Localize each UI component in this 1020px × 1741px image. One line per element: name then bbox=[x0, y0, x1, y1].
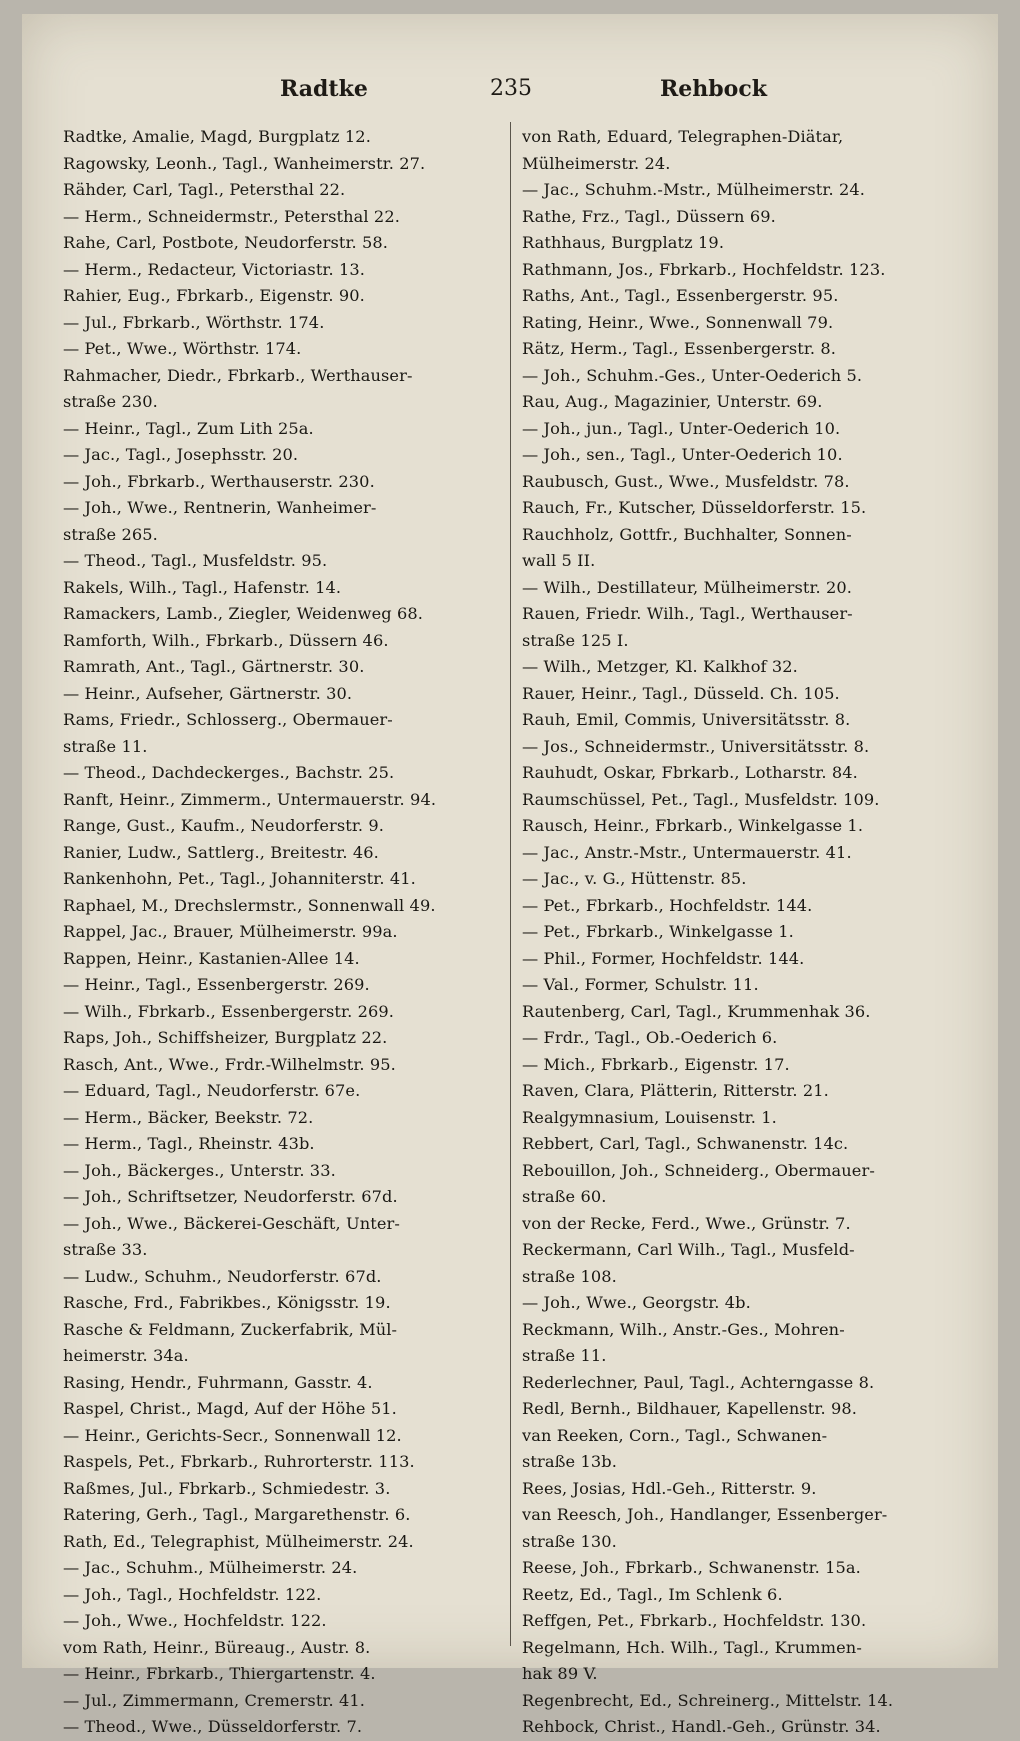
directory-entry: — Val., Former, Schulstr. 11. bbox=[522, 975, 759, 994]
directory-entry: — Jac., v. G., Hüttenstr. 85. bbox=[522, 869, 747, 888]
right-column bbox=[522, 124, 952, 1741]
directory-entry: — Jac., Tagl., Josephsstr. 20. bbox=[63, 445, 299, 464]
column-divider bbox=[510, 122, 511, 1646]
directory-entry: — Theod., Wwe., Düsseldorferstr. 7. bbox=[63, 1717, 363, 1736]
directory-entry: Ramackers, Lamb., Ziegler, Weidenweg 68. bbox=[63, 604, 424, 623]
directory-entry: Raßmes, Jul., Fbrkarb., Schmiedestr. 3. bbox=[63, 1478, 391, 1498]
directory-entry: Reffgen, Pet., Fbrkarb., Hochfeldstr. 130. bbox=[522, 1611, 867, 1630]
directory-entry: Rehbock, Christ., Handl.-Geh., Grünstr. 34. bbox=[522, 1717, 881, 1736]
directory-entry: Ragowsky, Leonh., Tagl., Wanheimerstr. 27. bbox=[63, 153, 426, 173]
directory-entry: straße 11. bbox=[522, 1346, 607, 1365]
directory-entry: Rathe, Frz., Tagl., Düssern 69. bbox=[522, 206, 776, 226]
directory-entry: — Heinr., Fbrkarb., Thiergartenstr. 4. bbox=[63, 1664, 376, 1683]
directory-entry: Rathhaus, Burgplatz 19. bbox=[522, 233, 725, 252]
directory-entry: — Joh., Wwe., Rentnerin, Wanheimer- bbox=[63, 498, 377, 517]
directory-entry: Radtke, Amalie, Magd, Burgplatz 12. bbox=[63, 127, 371, 146]
directory-entry: Rauchholz, Gottfr., Buchhalter, Sonnen- bbox=[522, 524, 852, 544]
directory-entry: — Herm., Schneidermstr., Petersthal 22. bbox=[63, 206, 400, 226]
directory-entry: — Heinr., Tagl., Essenbergerstr. 269. bbox=[63, 975, 370, 994]
running-head-left: Radtke bbox=[280, 76, 368, 102]
directory-entry: — Joh., Fbrkarb., Werthauserstr. 230. bbox=[63, 471, 375, 491]
directory-entry: — Pet., Wwe., Wörthstr. 174. bbox=[63, 339, 302, 358]
directory-entry: Ramforth, Wilh., Fbrkarb., Düssern 46. bbox=[63, 630, 389, 650]
directory-entry: Redl, Bernh., Bildhauer, Kapellenstr. 98. bbox=[522, 1399, 857, 1418]
directory-entry: Rau, Aug., Magazinier, Unterstr. 69. bbox=[522, 392, 823, 411]
directory-entry: Reckmann, Wilh., Anstr.-Ges., Mohren- bbox=[522, 1319, 845, 1339]
directory-entry: Rauch, Fr., Kutscher, Düsseldorferstr. 15. bbox=[522, 498, 867, 517]
directory-entry: Realgymnasium, Louisenstr. 1. bbox=[522, 1107, 777, 1127]
directory-entry: straße 33. bbox=[63, 1240, 148, 1259]
directory-entry: Reckermann, Carl Wilh., Tagl., Musfeld- bbox=[522, 1240, 855, 1259]
directory-entry: Rappel, Jac., Brauer, Mülheimerstr. 99a. bbox=[63, 922, 398, 941]
directory-entry: — Wilh., Fbrkarb., Essenbergerstr. 269. bbox=[63, 1001, 395, 1021]
directory-entry: Raumschüssel, Pet., Tagl., Musfeldstr. 109. bbox=[522, 789, 880, 809]
directory-entry: Raspel, Christ., Magd, Auf der Höhe 51. bbox=[63, 1399, 397, 1418]
directory-entry: Rätz, Herm., Tagl., Essenbergerstr. 8. bbox=[522, 339, 837, 358]
directory-entry: — Herm., Bäcker, Beekstr. 72. bbox=[63, 1107, 314, 1127]
directory-entry: — Joh., sen., Tagl., Unter-Oederich 10. bbox=[522, 445, 843, 464]
directory-entry: Reese, Joh., Fbrkarb., Schwanenstr. 15a. bbox=[522, 1558, 861, 1577]
directory-entry: Rasch, Ant., Wwe., Frdr.-Wilhelmstr. 95. bbox=[63, 1054, 396, 1074]
directory-entry: — Heinr., Aufseher, Gärtnerstr. 30. bbox=[63, 683, 353, 703]
directory-entry: Rahier, Eug., Fbrkarb., Eigenstr. 90. bbox=[63, 286, 365, 305]
directory-entry: — Eduard, Tagl., Neudorferstr. 67e. bbox=[63, 1081, 361, 1100]
directory-entry: Rathmann, Jos., Fbrkarb., Hochfeldstr. 123. bbox=[522, 259, 886, 279]
directory-entry: Rahmacher, Diedr., Fbrkarb., Werthauser- bbox=[63, 365, 413, 385]
directory-entry: — Jul., Zimmermann, Cremerstr. 41. bbox=[63, 1690, 366, 1710]
directory-entry: — Joh., Tagl., Hochfeldstr. 122. bbox=[63, 1584, 322, 1604]
directory-entry: Range, Gust., Kaufm., Neudorferstr. 9. bbox=[63, 816, 385, 835]
directory-entry: Raths, Ant., Tagl., Essenbergerstr. 95. bbox=[522, 286, 839, 305]
directory-entry: — Joh., Schriftsetzer, Neudorferstr. 67d. bbox=[63, 1187, 398, 1206]
directory-entry: Ranft, Heinr., Zimmerm., Untermauerstr. 94. bbox=[63, 789, 437, 809]
directory-entry: straße 230. bbox=[63, 392, 158, 411]
directory-entry: — Phil., Former, Hochfeldstr. 144. bbox=[522, 948, 805, 968]
running-head-right: Rehbock bbox=[660, 76, 767, 102]
directory-entry: Rausch, Heinr., Fbrkarb., Winkelgasse 1. bbox=[522, 816, 864, 835]
directory-entry: — Heinr., Tagl., Zum Lith 25a. bbox=[63, 418, 314, 438]
directory-entry: Rautenberg, Carl, Tagl., Krummenhak 36. bbox=[522, 1001, 871, 1021]
directory-entry: — Frdr., Tagl., Ob.-Oederich 6. bbox=[522, 1028, 778, 1047]
directory-entry: — Joh., Wwe., Hochfeldstr. 122. bbox=[63, 1611, 327, 1630]
directory-entry: Rasche & Feldmann, Zuckerfabrik, Mül- bbox=[63, 1319, 398, 1339]
directory-entry: Rauhudt, Oskar, Fbrkarb., Lotharstr. 84. bbox=[522, 763, 858, 782]
directory-entry: — Heinr., Gerichts-Secr., Sonnenwall 12. bbox=[63, 1425, 402, 1445]
directory-entry: straße 108. bbox=[522, 1266, 617, 1286]
directory-entry: — Joh., Wwe., Bäckerei-Geschäft, Unter- bbox=[63, 1213, 400, 1233]
directory-entry: — Theod., Dachdeckerges., Bachstr. 25. bbox=[63, 763, 395, 782]
directory-entry: wall 5 II. bbox=[522, 551, 596, 570]
directory-entry: — Joh., Wwe., Georgstr. 4b. bbox=[522, 1293, 751, 1312]
directory-entry: Raps, Joh., Schiffsheizer, Burgplatz 22. bbox=[63, 1028, 388, 1047]
page-number: 235 bbox=[490, 76, 532, 101]
directory-entry: heimerstr. 34a. bbox=[63, 1346, 189, 1365]
directory-entry: Ranier, Ludw., Sattlerg., Breitestr. 46. bbox=[63, 842, 379, 862]
directory-entry: hak 89 V. bbox=[522, 1664, 598, 1683]
directory-entry: Rebouillon, Joh., Schneiderg., Obermauer- bbox=[522, 1160, 875, 1180]
directory-entry: — Joh., Bäckerges., Unterstr. 33. bbox=[63, 1160, 336, 1180]
directory-entry: — Pet., Fbrkarb., Hochfeldstr. 144. bbox=[522, 895, 813, 915]
directory-entry: — Herm., Tagl., Rheinstr. 43b. bbox=[63, 1134, 315, 1153]
directory-entry: vom Rath, Heinr., Büreaug., Austr. 8. bbox=[63, 1637, 371, 1657]
directory-entry: — Jac., Anstr.-Mstr., Untermauerstr. 41. bbox=[522, 842, 852, 862]
directory-entry: Raubusch, Gust., Wwe., Musfeldstr. 78. bbox=[522, 471, 850, 491]
directory-entry: Rappen, Heinr., Kastanien-Allee 14. bbox=[63, 948, 360, 968]
directory-entry: Rankenhohn, Pet., Tagl., Johanniterstr. 41. bbox=[63, 869, 416, 888]
directory-entry: Ramrath, Ant., Tagl., Gärtnerstr. 30. bbox=[63, 657, 365, 676]
directory-entry: straße 265. bbox=[63, 524, 158, 544]
directory-entry: van Reeken, Corn., Tagl., Schwanen- bbox=[522, 1425, 828, 1445]
directory-page bbox=[22, 14, 998, 1736]
directory-entry: — Herm., Redacteur, Victoriastr. 13. bbox=[63, 259, 366, 279]
directory-entry: van Reesch, Joh., Handlanger, Essenberger- bbox=[522, 1505, 888, 1524]
directory-entry: von der Recke, Ferd., Wwe., Grünstr. 7. bbox=[522, 1213, 851, 1233]
directory-entry: Raphael, M., Drechslermstr., Sonnenwall 49. bbox=[63, 895, 436, 915]
directory-entry: Rakels, Wilh., Tagl., Hafenstr. 14. bbox=[63, 577, 342, 597]
directory-entry: straße 125 I. bbox=[522, 630, 629, 650]
directory-entry: — Joh., jun., Tagl., Unter-Oederich 10. bbox=[522, 418, 841, 438]
directory-entry: — Wilh., Destillateur, Mülheimerstr. 20. bbox=[522, 577, 853, 597]
directory-entry: — Jac., Schuhm., Mülheimerstr. 24. bbox=[63, 1558, 358, 1577]
directory-entry: — Joh., Schuhm.-Ges., Unter-Oederich 5. bbox=[522, 365, 863, 385]
directory-entry: Reetz, Ed., Tagl., Im Schlenk 6. bbox=[522, 1584, 783, 1604]
directory-entry: straße 130. bbox=[522, 1531, 617, 1551]
directory-entry: Mülheimerstr. 24. bbox=[522, 153, 671, 173]
directory-entry: Raven, Clara, Plätterin, Ritterstr. 21. bbox=[522, 1081, 829, 1100]
directory-entry: Rasche, Frd., Fabrikbes., Königsstr. 19. bbox=[63, 1293, 391, 1312]
directory-entry: Rahe, Carl, Postbote, Neudorferstr. 58. bbox=[63, 233, 389, 252]
directory-entry: Ratering, Gerh., Tagl., Margarethenstr. 6. bbox=[63, 1505, 411, 1524]
directory-entry: Rasing, Hendr., Fuhrmann, Gasstr. 4. bbox=[63, 1372, 373, 1392]
directory-entry: — Jos., Schneidermstr., Universitätsstr. 8. bbox=[522, 736, 870, 756]
directory-entry: Rees, Josias, Hdl.-Geh., Ritterstr. 9. bbox=[522, 1478, 817, 1498]
directory-entry: straße 11. bbox=[63, 736, 148, 756]
directory-entry: Rähder, Carl, Tagl., Petersthal 22. bbox=[63, 180, 346, 199]
directory-entry: — Ludw., Schuhm., Neudorferstr. 67d. bbox=[63, 1266, 382, 1286]
directory-entry: — Mich., Fbrkarb., Eigenstr. 17. bbox=[522, 1054, 790, 1074]
left-column bbox=[63, 124, 493, 1741]
directory-entry: — Pet., Fbrkarb., Winkelgasse 1. bbox=[522, 922, 794, 941]
directory-entry: Raspels, Pet., Fbrkarb., Ruhrorterstr. 113. bbox=[63, 1452, 415, 1471]
directory-entry: Rauer, Heinr., Tagl., Düsseld. Ch. 105. bbox=[522, 683, 840, 703]
directory-entry: Rath, Ed., Telegraphist, Mülheimerstr. 24. bbox=[63, 1531, 414, 1551]
directory-entry: — Jac., Schuhm.-Mstr., Mülheimerstr. 24. bbox=[522, 180, 865, 199]
directory-entry: Rederlechner, Paul, Tagl., Achterngasse 8. bbox=[522, 1372, 875, 1392]
directory-entry: straße 13b. bbox=[522, 1452, 617, 1471]
directory-entry: Rauen, Friedr. Wilh., Tagl., Werthauser- bbox=[522, 604, 853, 623]
directory-entry: von Rath, Eduard, Telegraphen-Diätar, bbox=[522, 127, 844, 146]
directory-entry: Regenbrecht, Ed., Schreinerg., Mittelstr. 14. bbox=[522, 1690, 894, 1710]
directory-entry: Rebbert, Carl, Tagl., Schwanenstr. 14c. bbox=[522, 1134, 849, 1153]
directory-entry: Rams, Friedr., Schlosserg., Obermauer- bbox=[63, 710, 393, 729]
directory-entry: — Jul., Fbrkarb., Wörthstr. 174. bbox=[63, 312, 325, 332]
directory-entry: Rating, Heinr., Wwe., Sonnenwall 79. bbox=[522, 312, 834, 332]
directory-entry: Rauh, Emil, Commis, Universitätsstr. 8. bbox=[522, 710, 851, 729]
directory-entry: Regelmann, Hch. Wilh., Tagl., Krummen- bbox=[522, 1637, 862, 1657]
directory-entry: straße 60. bbox=[522, 1187, 607, 1206]
directory-entry: — Wilh., Metzger, Kl. Kalkhof 32. bbox=[522, 657, 798, 676]
directory-entry: — Theod., Tagl., Musfeldstr. 95. bbox=[63, 551, 328, 570]
